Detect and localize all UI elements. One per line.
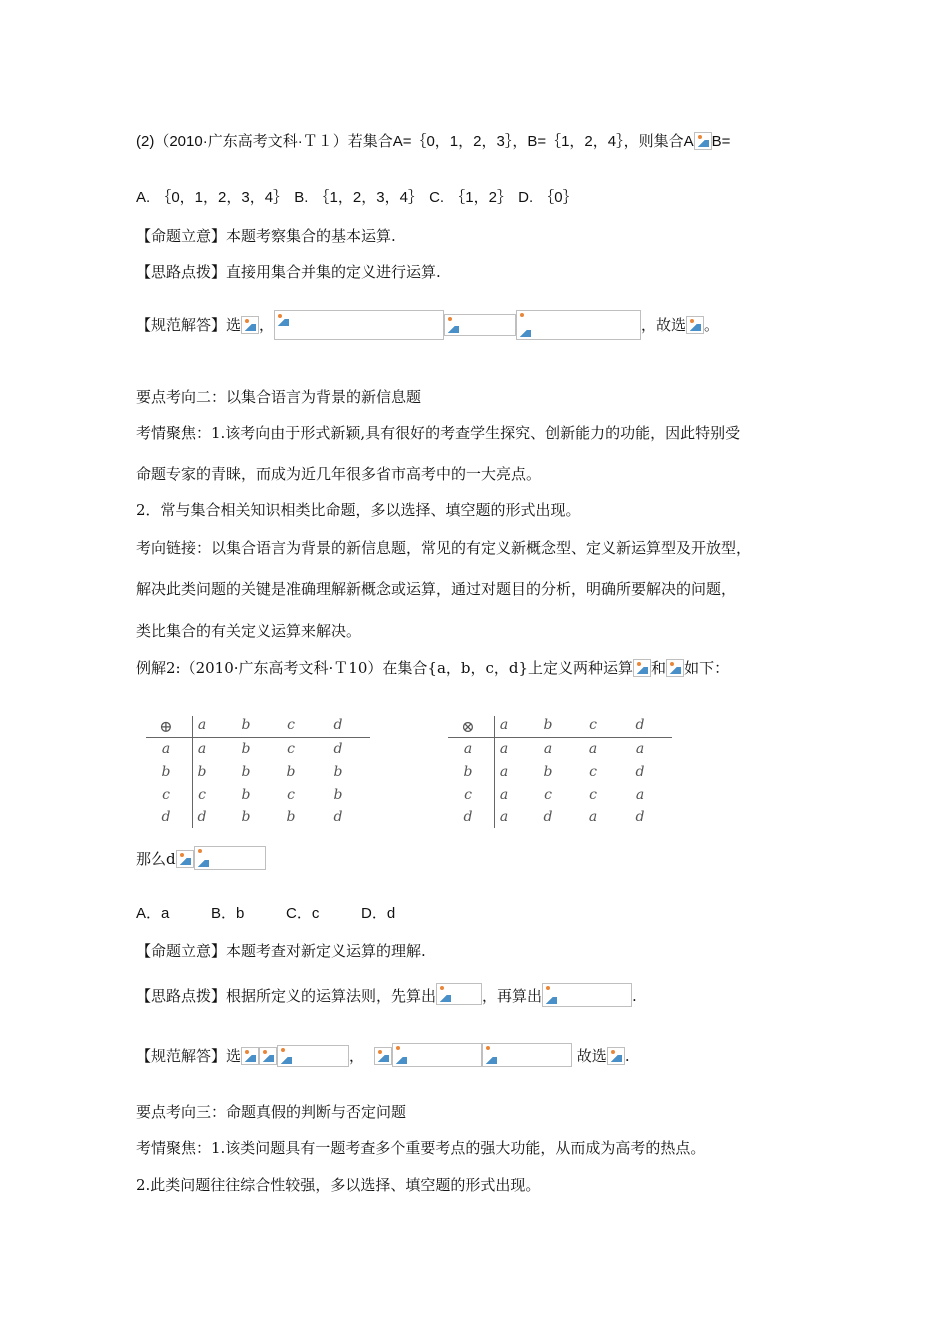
table-cell: d: [463, 809, 473, 825]
table-cell: c: [287, 787, 295, 803]
section2-focus-1b: 命题专家的青睐，而成为近几年很多省市高考中的一大亮点。: [136, 465, 542, 483]
table-cell: b: [286, 764, 296, 780]
table-cell: c: [287, 741, 295, 757]
section2-link-a: 考向链接：以集合语言为背景的新信息题，常见的有定义新概念型、定义新运算型及开放型，: [136, 539, 752, 557]
broken-image-icon: [516, 310, 641, 340]
broken-image-icon: [666, 659, 684, 677]
table-cell: a: [499, 809, 509, 825]
operation-table-times: [448, 716, 674, 830]
table-cell: b: [286, 809, 296, 825]
section2-focus-1a: 考情聚焦：1.该考向由于形式新颖,具有很好的考查学生探究、创新能力的功能，因此特别受: [136, 424, 741, 442]
table-operator-symbol: ⊗: [461, 717, 475, 736]
table-divider: [146, 737, 370, 738]
table-cell: c: [544, 787, 552, 803]
table-cell: a: [499, 741, 509, 757]
table-cell: a: [588, 741, 598, 757]
table-cell: b: [241, 787, 251, 803]
table-cell: c: [589, 764, 597, 780]
q2-answer-comma: ，: [259, 316, 275, 334]
example2-options: A．a B．b C．c D．d: [136, 905, 396, 922]
q2-answer-prefix: 【规范解答】选: [136, 316, 242, 334]
section3-focus-1: 考情聚焦：1.该类问题具有一题考查多个重要考点的强大功能，从而成为高考的热点。: [136, 1139, 706, 1157]
table-header-cell: d: [635, 717, 645, 733]
table-cell: b: [197, 764, 207, 780]
section3-title: 要点考向三：命题真假的判断与否定问题: [136, 1103, 407, 1121]
example2-answer: [136, 1043, 630, 1067]
example2-intent: 【命题立意】本题考查对新定义运算的理解.: [136, 942, 426, 960]
example2-stem-suffix: 如下：: [684, 659, 730, 677]
table-divider: [448, 737, 672, 738]
table-header-cell: c: [287, 717, 295, 733]
table-cell: a: [197, 741, 207, 757]
table-header-cell: d: [333, 717, 343, 733]
broken-image-icon: [542, 983, 632, 1007]
table-cell: d: [197, 809, 207, 825]
operation-table-plus: [146, 716, 372, 830]
table-cell: a: [635, 741, 645, 757]
table-cell: d: [161, 809, 171, 825]
broken-image-icon: [241, 1047, 259, 1065]
broken-image-icon: [241, 316, 259, 334]
table-cell: b: [241, 741, 251, 757]
table-cell: d: [333, 809, 343, 825]
table-cell: c: [198, 787, 206, 803]
example2-stem: [136, 657, 729, 679]
table-cell: b: [333, 787, 343, 803]
table-cell: a: [499, 787, 509, 803]
table-cell: a: [161, 741, 171, 757]
table-cell: c: [589, 787, 597, 803]
table-cell: a: [543, 741, 553, 757]
example2-answer-mid: 故选: [572, 1047, 607, 1065]
broken-image-icon: [277, 1045, 349, 1067]
example2-answer-prefix: 【规范解答】选: [136, 1047, 242, 1065]
q2-stem-suffix: B=: [711, 133, 731, 150]
q2-hint: 【思路点拨】直接用集合并集的定义进行运算.: [136, 263, 441, 281]
section2-focus-2: 2．常与集合相关知识相类比命题，多以选择、填空题的形式出现。: [136, 501, 581, 519]
q2-options: A. ｛0，1，2，3，4｝ B. ｛1，2，3，4｝ C. ｛1，2｝ D. ｛0｝: [136, 189, 578, 206]
section3-focus-2: 2.此类问题往往综合性较强，多以选择、填空题的形式出现。: [136, 1176, 541, 1194]
table-cell: d: [543, 809, 553, 825]
example2-stem-and: 和: [651, 659, 667, 677]
broken-image-icon: [374, 1047, 392, 1065]
broken-image-icon: [392, 1043, 482, 1067]
broken-image-icon: [686, 316, 704, 334]
q2-intent: 【命题立意】本题考察集合的基本运算.: [136, 227, 396, 245]
q2-answer-end: 。: [704, 316, 720, 334]
broken-image-icon: [274, 310, 444, 340]
table-cell: a: [463, 741, 473, 757]
example2-answer-comma: ，: [349, 1047, 365, 1065]
broken-image-icon: [176, 850, 194, 868]
table-header-cell: a: [197, 717, 207, 733]
q2-answer: [136, 310, 719, 340]
table-cell: b: [543, 764, 553, 780]
q2-stem-prefix: (2)（2010·广东高考文科·Ｔ１）若集合A=｛0，1，2，3｝，B=｛1，2，4｝，则集合A: [136, 133, 694, 150]
broken-image-icon: [482, 1043, 572, 1067]
table-cell: d: [333, 741, 343, 757]
q2-answer-mid: ，故选: [641, 316, 687, 334]
table-cell: d: [635, 764, 645, 780]
example2-then-text: 那么d: [136, 850, 176, 868]
table-cell: b: [161, 764, 171, 780]
table-cell: c: [464, 787, 472, 803]
broken-image-icon: [633, 659, 651, 677]
section2-link-b: 解决此类问题的关键是准确理解新概念或运算，通过对题目的分析，明确所要解决的问题，: [136, 580, 737, 598]
example2-hint-b: ，再算出: [482, 987, 543, 1005]
table-header-cell: b: [543, 717, 553, 733]
broken-image-icon: [436, 983, 482, 1005]
broken-image-icon: [259, 1047, 277, 1065]
example2-then: [136, 846, 266, 870]
q2-stem: [136, 131, 730, 153]
example2-hint: [136, 983, 637, 1007]
table-cell: b: [333, 764, 343, 780]
table-cell: a: [499, 764, 509, 780]
example2-hint-a: 【思路点拨】根据所定义的运算法则，先算出: [136, 987, 437, 1005]
table-cell: b: [241, 764, 251, 780]
table-cell: c: [162, 787, 170, 803]
example2-stem-prefix: 例解2:（2010·广东高考文科·Ｔ10）在集合{a，b，c，d}上定义两种运算: [136, 659, 634, 677]
broken-image-icon: [444, 314, 516, 336]
broken-image-icon: [607, 1047, 625, 1065]
table-cell: d: [635, 809, 645, 825]
table-cell: b: [463, 764, 473, 780]
table-cell: a: [588, 809, 598, 825]
example2-answer-end: .: [624, 1047, 630, 1065]
section2-link-c: 类比集合的有关定义运算来解决。: [136, 622, 362, 640]
table-header-cell: c: [589, 717, 597, 733]
example2-hint-c: .: [632, 987, 637, 1005]
table-operator-symbol: ⊕: [159, 717, 173, 736]
table-cell: b: [241, 809, 251, 825]
section2-title: 要点考向二：以集合语言为背景的新信息题: [136, 388, 422, 406]
table-header-cell: a: [499, 717, 509, 733]
table-cell: a: [635, 787, 645, 803]
broken-image-icon: [194, 846, 266, 870]
broken-image-icon: [694, 132, 712, 150]
table-header-cell: b: [241, 717, 251, 733]
